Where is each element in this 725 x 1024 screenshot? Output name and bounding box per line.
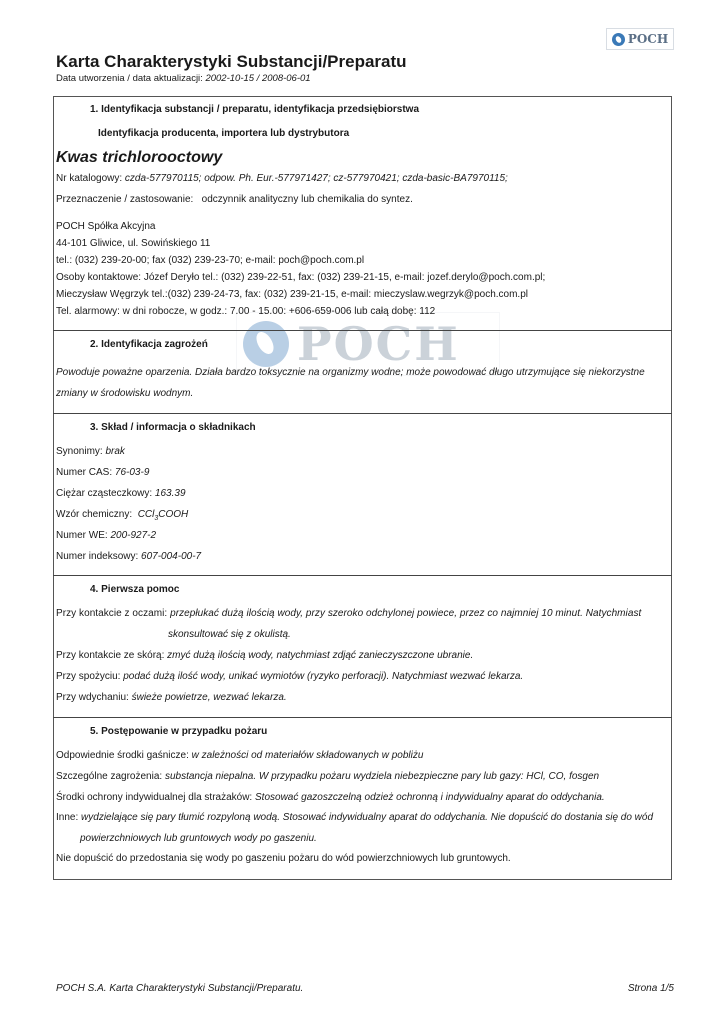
emergency-phone: Tel. alarmowy: w dni robocze, w godz.: 7.00 - 15.00: +606-659-006 lub całą dobę: 112 bbox=[56, 306, 436, 317]
first-aid-eyes bbox=[56, 607, 641, 620]
inhalation-value: świeże powietrze, wezwać lekarza. bbox=[131, 692, 287, 703]
eyes-label: Przy kontakcie z oczami: bbox=[56, 608, 168, 619]
ppe-value: Stosować gazoszczelną odzież ochronną i indywidualny aparat do oddychania. bbox=[255, 792, 605, 803]
section-divider bbox=[53, 330, 672, 331]
water-runoff-note: Nie dopuścić do przedostania się wody po gaszeniu pożaru do wód powierzchniowych lub gruntowych. bbox=[56, 853, 511, 864]
cas-number bbox=[56, 466, 149, 479]
ppe-label: Środki ochrony indywidualnej dla strażaków: bbox=[56, 792, 253, 803]
index-number bbox=[56, 550, 201, 563]
poch-logo-icon bbox=[612, 33, 625, 46]
ingestion-value: podać dużą ilość wody, unikać wymiotów (ryzyko perforacji). Natychmiast wezwać lekarza. bbox=[123, 671, 524, 682]
other-measures bbox=[56, 811, 653, 824]
first-aid-ingestion bbox=[56, 670, 523, 683]
section-2-heading: 2. Identyfikacja zagrożeń bbox=[90, 339, 208, 350]
page-title: Karta Charakterystyki Substancji/Preparatu bbox=[56, 52, 407, 71]
special-hazards bbox=[56, 770, 599, 783]
chemical-formula bbox=[56, 508, 188, 525]
other-label: Inne: bbox=[56, 812, 79, 823]
catalog-value: czda-577970115; odpow. Ph. Eur.-577971427; cz-577970421; czda-basic-BA7970115; bbox=[124, 173, 508, 184]
catalog-number bbox=[56, 172, 508, 185]
mw-label: Ciężar cząsteczkowy: bbox=[56, 488, 153, 499]
firefighter-ppe bbox=[56, 791, 605, 804]
section-5-heading: 5. Postępowanie w przypadku pożaru bbox=[90, 726, 268, 737]
section-1-heading: 1. Identyfikacja substancji / preparatu, identyfikacja przedsiębiorstwa bbox=[90, 104, 419, 115]
document-dates bbox=[56, 73, 311, 84]
contact-person-2: Mieczysław Węgrzyk tel.:(032) 239-24-73, fax: (032) 239-21-15, e-mail: mieczyslaw.wegrzyk@poch.com.pl bbox=[56, 289, 528, 300]
section-1-subheading: Identyfikacja producenta, importera lub dystrybutora bbox=[98, 128, 350, 139]
section-divider bbox=[53, 413, 672, 414]
contact-person-1: Osoby kontaktowe: Józef Deryło tel.: (032) 239-22-51, fax: (032) 239-21-15, e-mail: jozef.derylo@poch.com.pl; bbox=[56, 272, 546, 283]
use-value: odczynnik analityczny lub chemikalia do syntez. bbox=[201, 194, 413, 205]
we-value: 200-927-2 bbox=[110, 530, 157, 541]
other-value-continued: powierzchniowych lub gruntowych wody po gaszeniu. bbox=[80, 833, 317, 844]
molecular-weight bbox=[56, 487, 186, 500]
inhalation-label: Przy wdychaniu: bbox=[56, 692, 129, 703]
eyes-value: przepłukać dużą ilością wody, przy szeroko odchylonej powiece, przez co najmniej 10 minut. Natychmiast bbox=[170, 608, 642, 619]
synonyms-label: Synonimy: bbox=[56, 446, 103, 457]
company-address: 44-101 Gliwice, ul. Sowińskiego 11 bbox=[56, 238, 211, 249]
dates-label: Data utworzenia / data aktualizacji: bbox=[56, 73, 203, 84]
mw-value: 163.39 bbox=[154, 488, 186, 499]
other-value: wydzielające się pary tłumić rozpyloną wodą. Stosować indywidualny aparat do oddychania. Nie dopuścić do dostania się do wód bbox=[81, 812, 654, 823]
first-aid-inhalation bbox=[56, 691, 287, 704]
hazard-text-line-2: zmiany w środowisku wodnym. bbox=[56, 388, 194, 399]
eyes-value-continued: skonsultować się z okulistą. bbox=[168, 629, 291, 640]
skin-label: Przy kontakcie ze skórą: bbox=[56, 650, 165, 661]
cas-value: 76-03-9 bbox=[114, 467, 150, 478]
media-value: w zależności od materiałów składowanych w pobliżu bbox=[191, 750, 424, 761]
hazard-text-line-1: Powoduje poważne oparzenia. Działa bardzo toksycznie na organizmy wodne; może powodować długo utrzymujące się niekorzystne bbox=[56, 367, 645, 378]
company-name: POCH Spółka Akcyjna bbox=[56, 221, 156, 232]
index-value: 607-004-00-7 bbox=[141, 551, 202, 562]
use-label: Przeznaczenie / zastosowanie: bbox=[56, 194, 194, 205]
footer-title: POCH S.A. Karta Charakterystyki Substancji/Preparatu. bbox=[56, 983, 304, 994]
section-3-heading: 3. Skład / informacja o składnikach bbox=[90, 422, 256, 433]
substance-name: Kwas trichlorooctowy bbox=[56, 149, 223, 166]
watermark-logo-icon bbox=[243, 321, 289, 367]
ingestion-label: Przy spożyciu: bbox=[56, 671, 121, 682]
intended-use bbox=[56, 193, 413, 206]
page-number: Strona 1/5 bbox=[627, 983, 674, 994]
dates-value: 2002-10-15 / 2008-06-01 bbox=[205, 73, 311, 84]
poch-logo-text: POCH bbox=[627, 32, 669, 46]
special-hazards-value: substancja niepalna. W przypadku pożaru wydziela niebezpieczne pary lub gazy: HCl, CO, fosgen bbox=[164, 771, 600, 782]
synonyms bbox=[56, 445, 125, 458]
extinguishing-media bbox=[56, 749, 423, 762]
we-label: Numer WE: bbox=[56, 530, 108, 541]
special-hazards-label: Szczególne zagrożenia: bbox=[56, 771, 163, 782]
index-label: Numer indeksowy: bbox=[56, 551, 139, 562]
formula-label: Wzór chemiczny: bbox=[56, 509, 133, 520]
formula-value: CCl$_3$COOH bbox=[137, 509, 189, 522]
skin-value: zmyć dużą ilością wody, natychmiast zdjąć zanieczyszczone ubranie. bbox=[167, 650, 474, 661]
synonyms-value: brak bbox=[105, 446, 125, 457]
section-4-heading: 4. Pierwsza pomoc bbox=[90, 584, 180, 595]
catalog-label: Nr katalogowy: bbox=[56, 173, 123, 184]
cas-label: Numer CAS: bbox=[56, 467, 113, 478]
watermark-text: POCH bbox=[297, 317, 460, 371]
company-phone: tel.: (032) 239-20-00; fax (032) 239-23-70; e-mail: poch@poch.com.pl bbox=[56, 255, 365, 266]
poch-logo bbox=[606, 28, 674, 50]
we-number bbox=[56, 529, 156, 542]
section-divider bbox=[53, 575, 672, 576]
media-label: Odpowiednie środki gaśnicze: bbox=[56, 750, 189, 761]
first-aid-skin bbox=[56, 649, 473, 662]
section-divider bbox=[53, 717, 672, 718]
